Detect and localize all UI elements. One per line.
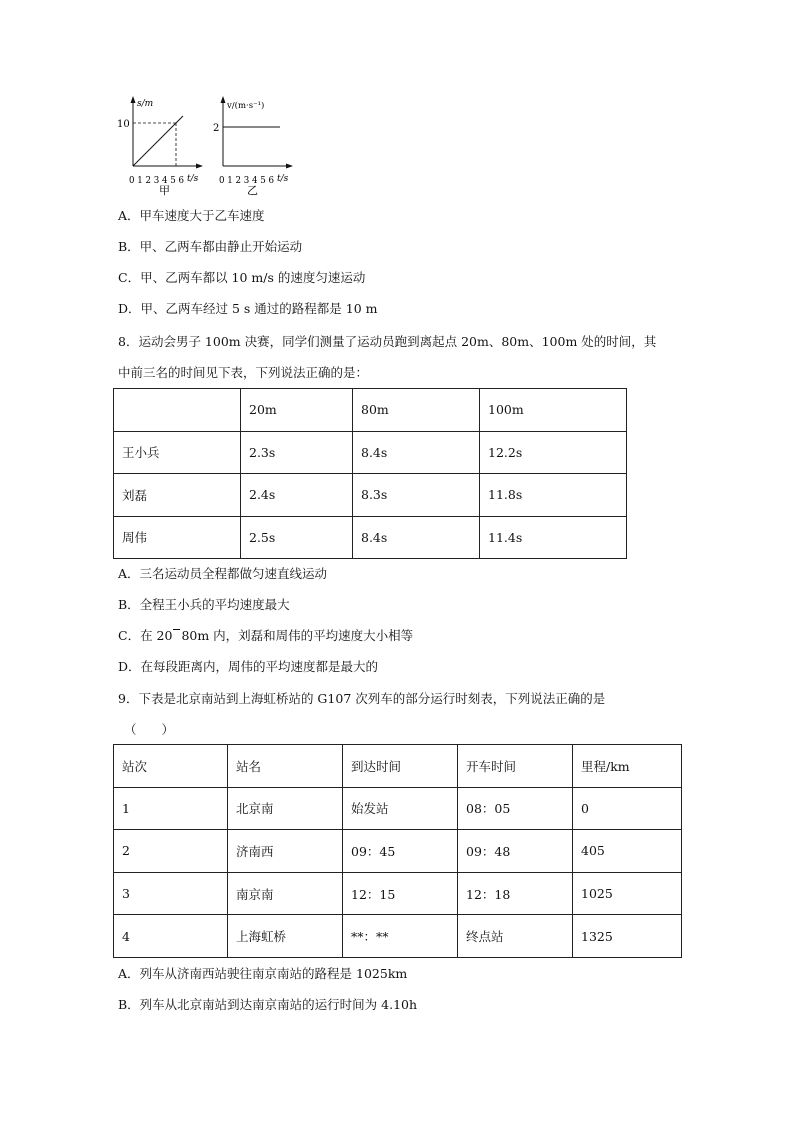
q9-stem-line1: 9．下表是北京南站到上海虹桥站的 G107 次列车的部分运行时刻表，下列说法正确的是 [118,691,606,706]
table-cell: 8.4s [353,516,480,559]
table-cell: 1025 [573,872,682,915]
range-macron [172,628,181,644]
s-t-line [133,116,183,166]
table-header-cell: 到达时间 [343,745,458,788]
table-header-row [114,745,682,788]
y-axis-label: s/m [137,99,154,109]
table-cell: 王小兵 [114,431,241,474]
table-cell: 09：45 [343,830,458,873]
q8-option-d: D．在每段距离内，周伟的平均速度都是最大的 [118,659,379,674]
table-row [114,872,682,915]
table-row [114,431,627,474]
figure-caption: 乙 [247,184,258,197]
table-header-cell: 站次 [114,745,228,788]
table-row [114,830,682,873]
table-cell: 2.3s [241,431,353,474]
table-cell: 济南西 [228,830,343,873]
table-cell: 始发站 [343,787,458,830]
table-cell: 0 [573,787,682,830]
graph-yi-v-t [203,94,293,197]
graph-jia-s-t [113,94,203,197]
q8-option-c-part2: 80m 内，刘磊和周伟的平均速度大小相等 [181,628,414,643]
x-tick-labels: 0 1 2 3 4 5 6 [129,175,184,186]
q7-option-a: A．甲车速度大于乙车速度 [118,208,265,223]
table-header-cell: 开车时间 [458,745,573,788]
q8-stem-line2: 中前三名的时间见下表，下列说法正确的是： [118,365,369,380]
table-row [114,516,627,559]
figure-caption: 甲 [159,184,170,197]
x-axis-label: t/s [277,174,289,184]
table-cell: 上海虹桥 [228,915,343,958]
motion-graphs [113,94,313,197]
table-cell: 4 [114,915,228,958]
q7-option-c: C．甲、乙两车都以 10 m/s 的速度匀速运动 [118,270,366,285]
q9-option-a: A．列车从济南西站驶往南京南站的路程是 1025km [118,966,408,981]
table-cell: 09：48 [458,830,573,873]
table-header-cell: 站名 [228,745,343,788]
table-header-cell: 20m [241,389,353,432]
q8-option-c [118,628,413,644]
table-cell: 12：15 [343,872,458,915]
table-header-cell: 100m [480,389,627,432]
table-cell: 3 [114,872,228,915]
table-cell: 周伟 [114,516,241,559]
q9-timetable [113,744,682,958]
table-cell: 8.3s [353,474,480,517]
table-cell: 12.2s [480,431,627,474]
x-tick-labels: 0 1 2 3 4 5 6 [219,175,274,186]
table-cell: 终点站 [458,915,573,958]
table-cell: 8.4s [353,431,480,474]
table-cell: 08：05 [458,787,573,830]
table-header-cell: 80m [353,389,480,432]
table-row [114,474,627,517]
table-cell: 南京南 [228,872,343,915]
table-cell: 1 [114,787,228,830]
table-cell: 北京南 [228,787,343,830]
q8-option-a: A．三名运动员全程都做匀速直线运动 [118,566,328,581]
table-header-row [114,389,627,432]
table-header-cell [114,389,241,432]
table-cell: 11.4s [480,516,627,559]
q7-option-b: B．甲、乙两车都由静止开始运动 [118,239,303,254]
q9-stem-line2: （ ） [124,722,175,737]
table-row [114,787,682,830]
table-header-cell: 里程/km [573,745,682,788]
q8-results-table [113,388,627,559]
y-tick-label: 2 [213,123,220,134]
q8-stem-line1: 8．运动会男子 100m 决赛，同学们测量了运动员跑到离起点 20m、80m、100m 处的时间，其 [118,334,657,349]
table-cell: 2 [114,830,228,873]
table-cell: 1325 [573,915,682,958]
table-cell: 405 [573,830,682,873]
q8-option-c-part1: C．在 20 [118,628,173,643]
table-cell: 2.5s [241,516,353,559]
table-cell: 11.8s [480,474,627,517]
table-cell: 12：18 [458,872,573,915]
q9-option-b: B．列车从北京南站到达南京南站的运行时间为 4.10h [118,997,418,1012]
x-axis-label: t/s [187,174,199,184]
q7-option-d: D．甲、乙两车经过 5 s 通过的路程都是 10 m [118,301,378,316]
table-cell: 2.4s [241,474,353,517]
y-tick-label: 10 [117,119,130,130]
table-row [114,915,682,958]
table-cell: 刘磊 [114,474,241,517]
q8-option-b: B．全程王小兵的平均速度最大 [118,597,290,612]
table-cell: **：** [343,915,458,958]
y-axis-label: v/(m·s⁻¹) [227,101,265,111]
